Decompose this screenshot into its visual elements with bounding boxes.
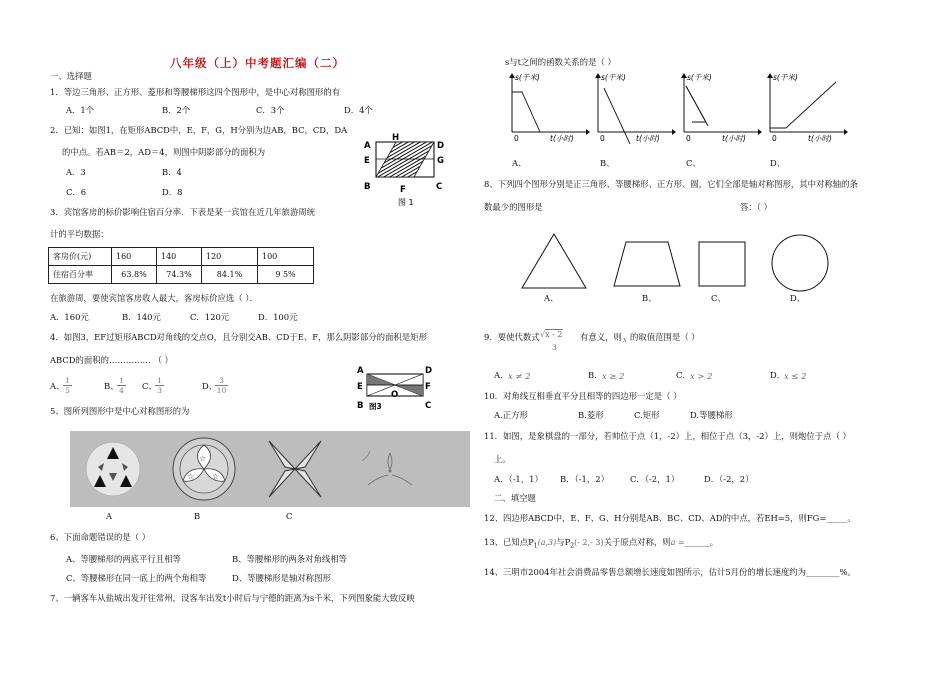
page-title: 八年级（上）中考题汇编（二） [170,56,345,70]
q6-text: 6、下面命题错误的是（ ） [50,532,151,542]
q7-graph-d [758,72,848,146]
fig3-label-e: E [357,382,363,392]
fig1-label-h: H [392,133,400,143]
q4-line1: 4．如图3，EF过矩形ABCD对角线的交点O，且分别交AB、CD于E、F，那么阴影部分的面积是矩形 [50,332,427,342]
q7-b-ylabel: s(千米) [601,73,626,82]
q7-graph-b [586,72,676,146]
q11-cont: 上。 [494,454,511,464]
q5-text: 5、图所列图形中是中心对称图形的为 [50,406,190,416]
svg-text:☆: ☆ [212,472,220,481]
q7-a-origin: 0 [514,134,519,143]
q9-pre: 9．要使代数式 [484,332,540,342]
table-cell: 84.1% [202,266,258,284]
q4-option-c: C、 [142,381,157,391]
q4-frac-a: $\frac{1}{5}$ [63,376,72,395]
q9-option-a: A． [494,370,509,380]
q11-option-a: A．（-1，1） [494,474,543,484]
q7-graph-c [672,72,762,146]
table-cell: 100 [258,248,314,266]
q9-radical: √x - 2 [540,330,563,339]
q7-option-a: A、 [512,158,527,168]
q10-option-d: D.等腰梯形 [690,410,733,420]
q7-c-ylabel: s(千米) [687,73,712,82]
q8-option-a: A、 [544,293,559,303]
q1-option-b: B．2个 [162,105,191,115]
section-choice: 一、选择题 [50,71,92,81]
q6-option-b: B、等腰梯形的两条对角线相等 [232,554,348,564]
q6-option-c: C、等腰梯形在同一底上的两个角相等 [66,573,207,583]
table-row [49,266,314,284]
q8-answer: 答：（ ） [740,202,772,212]
fig1-label-f: F [400,185,406,195]
q8-option-b: B、 [642,293,657,303]
q2-line1: 2．已知：如图1，在矩形ABCD中，E，F，G，H分别为边AB，BC，CD，DA [50,125,348,135]
table-cell: 住宿百分率 [49,266,112,284]
q11-text: 11．如图，是象棋盘的一部分，若帅位于点（1，-2）上，相位于点（3，-2）上，则炮位于点（ ） [484,431,851,441]
q3-option-a: A．160元 [50,312,89,322]
q7-option-b: B、 [600,158,615,168]
q8-square [697,240,747,288]
q8-line1: 8、下列四个图形分别是正三角形、等腰梯形、正方形、圆，它们全部是轴对称图形，其中对称轴的条 [484,179,858,189]
table-cell: 9 5% [258,266,314,284]
q4-option-b: B、 [104,381,119,391]
q11-option-d: D．（-2，2） [704,474,754,484]
q4-frac-d: $\frac{3}{10}$ [216,376,227,395]
fig1-label-c: C [436,182,443,192]
svg-text:☆: ☆ [199,454,207,463]
q3-option-c: C．120元 [190,312,230,322]
q3-line2: 计的平均数据： [50,229,109,239]
q7-c-xlabel: t(小时) [722,134,746,143]
q3-option-b: B．140元 [122,312,161,322]
fig3-label-a: A [357,366,364,376]
fig1-label-g: G [437,156,444,166]
q8-option-d: D、 [790,293,806,303]
svg-text:☆: ☆ [187,472,195,481]
q9-option-d-expr: x ≤ 2 [784,371,807,381]
q5-label-b: B [194,511,201,521]
q7-b-origin: 0 [600,134,605,143]
q2-line2: 的中点。若AB＝2，AD＝4，则图中阴影部分的面积为 [62,147,266,157]
q11-option-c: C．（-2，1） [630,474,680,484]
fig3-label-o: O [391,390,399,400]
q5-figure-a [72,433,154,505]
q8-option-c: C、 [711,293,726,303]
fig3-label-b: B [357,401,364,411]
q1-option-c: C．3个 [256,105,285,115]
fig1-label-a: A [364,141,371,151]
figure-3 [355,362,435,414]
q7-d-xlabel: t(小时) [808,134,832,143]
table-cell: 74.3% [157,266,202,284]
q10-option-a: A.正方形 [494,410,528,420]
q7-option-d: D、 [770,158,786,168]
fig3-caption: 图3 [369,402,382,411]
q9-option-b-expr: x ≥ 2 [602,371,625,381]
q14-text: 14、三明市2004年社会消费品零售总额增长速度如图所示，估计5月份的增长速度约为________%。 [484,567,856,577]
q5-figure-d [350,433,430,505]
q9-var: x [623,336,627,344]
q10-text: 10．对角线互相垂直平分且相等的四边形一定是（ ） [484,391,682,401]
q8-line2: 数最少的图形是 [484,202,543,212]
q7-graph-a [500,72,590,146]
fig1-label-b: B [364,182,371,192]
q4-option-a: A、 [50,381,65,391]
q5-label-a: A [106,511,113,521]
q7-d-origin: 0 [772,134,777,143]
q5-figure-b [165,433,243,505]
q2-option-d: D．8 [162,187,183,197]
q3-option-d: D．100元 [258,312,298,322]
table-cell: 客房价(元) [49,248,112,266]
q2-option-b: B．4 [162,167,182,177]
q11-option-b: B．（-1，2） [560,474,609,484]
q7-a-xlabel: t(小时) [550,134,574,143]
q9-mid: 有意义，则 [580,332,622,342]
q7-a-ylabel: s(千米) [515,73,540,82]
q9-post: 的取值范围是（ ） [630,332,700,342]
q1-text: 1．等边三角形、正方形、菱形和等腰梯形这四个图形中，是中心对称图形的有 [50,87,341,97]
section-fill: 二、填空题 [494,493,536,503]
fig3-label-f: F [425,382,431,392]
rate-table [48,247,314,284]
table-cell: 160 [112,248,157,266]
q8-trapezoid [612,240,682,288]
q9-option-c: C． [676,370,691,380]
fig1-label-d: D [437,141,445,151]
q8-circle [770,233,830,293]
table-cell: 63.8% [112,266,157,284]
table-cell: 140 [157,248,202,266]
q10-option-c: C.矩形 [634,410,660,420]
q3-line1: 3．宾馆客房的标价影响住宿百分率．下表是某一宾馆在近几年旅游周统 [50,207,315,217]
fig1-caption: 图 1 [398,198,414,207]
q3-after: 在旅游周，要使宾馆客房收入最大，客房标价应选（ ）． [50,293,258,303]
table-cell: 120 [202,248,258,266]
table-row [49,248,314,266]
q4-option-d: D、 [202,381,218,391]
q8-triangle [520,232,588,290]
q7-b-xlabel: t(小时) [636,134,660,143]
figure-1 [362,133,452,209]
q10-option-b: B.菱形 [578,410,604,420]
q9-option-c-expr: x > 2 [690,371,713,381]
q2-option-a: A．3 [66,167,86,177]
q5-figure-c [255,433,335,505]
fig3-label-c: C [425,401,432,411]
q5-label-c: C [286,511,293,521]
q7-c-origin: 0 [686,134,691,143]
q4-frac-c: $\frac{1}{3}$ [155,376,164,395]
q9-denominator: 3 [552,343,557,352]
q13-text: 13、已知点$P_1(a,3)$与$P_2(-$ 2,- 3)关于原点对称，则a =______。 [484,537,719,550]
q2-option-c: C．6 [66,187,87,197]
q12-text: 12、四边形ABCD中，E、F、G、H分别是AB、BC、CD、AD的中点，若EH=5，则FG=_____。 [484,513,856,523]
q1-option-a: A．1个 [66,105,95,115]
q7-option-c: C、 [686,158,701,168]
fig3-label-d: D [425,366,433,376]
q6-option-a: A、等腰梯形的两底平行且相等 [66,554,181,564]
fig1-label-e: E [364,156,370,166]
q6-option-d: D、等腰梯形是轴对称图形 [232,573,331,583]
q9-option-b: B． [588,370,603,380]
q4-line2: ABCD的面积的…………… （ ） [50,355,173,365]
q4-frac-b: $\frac{1}{4}$ [117,376,126,395]
q9-option-a-expr: x ≠ 2 [508,371,531,381]
q7-line1: 7、一辆客车从盐城出发开往常州，设客车出发t小时后与宁德的距离为s千米，下列图象能大致反映 [50,593,415,603]
q9-option-d: D． [770,370,786,380]
q7-line2: s与t之间的函数关系的是（ ） [505,57,616,67]
q1-option-d: D．4个 [344,105,373,115]
q7-d-ylabel: s(千米) [773,73,798,82]
